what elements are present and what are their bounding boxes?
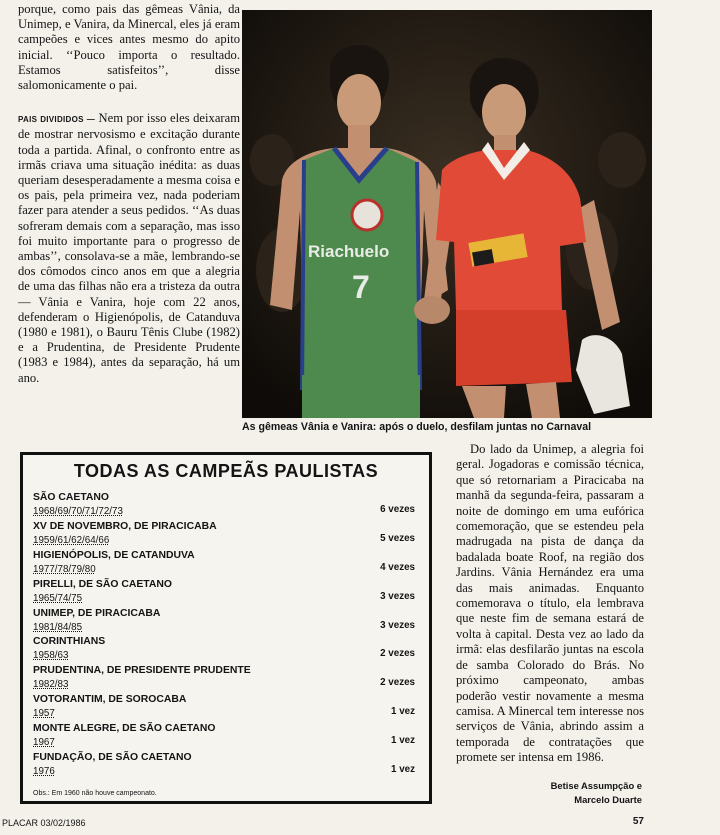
twins-photo (242, 10, 652, 418)
champion-years: 1968/69/70/71/72/73 (33, 506, 123, 517)
paragraph-pais-divididos (18, 111, 240, 386)
champion-name: HIGIENÓPOLIS, DE CATANDUVA (33, 549, 195, 561)
champions-note: Obs.: Em 1960 não houve campeonato. (33, 790, 157, 797)
photo-caption: As gêmeas Vânia e Vanira: após o duelo, desfilam juntas no Carnaval (242, 421, 592, 433)
footer-publication: PLACAR 03/02/1986 (2, 818, 86, 828)
champion-years: 1982/83 (33, 679, 69, 691)
champion-times: 1 vez (391, 764, 415, 776)
champion-row (33, 520, 417, 549)
paragraph-unimep: Do lado da Unimep, a alegria foi geral. Jogadoras e comissão técnica, que só retornariam a Piracicaba na manhã da segunda-feira, passaram a noite de domingo em uma eufórica comemoração, que se estendeu pela madrugada na pista de dança da badalada boate Roof, na região dos Jardins. Vânia Hernández era uma das mais animadas. Enquanto comemorava o título, ela lembrava que neste fim de semana estará de volta à capital. Desta vez ao lado da irmã: elas desfilarão juntas na escola de samba Colorado do Brás. No próximo campeonato, ambas poderão vestir novamente a mesma camisa. A Minercal tem interesse nos serviços de Vânia, abrindo assim a temporada de contratações que promete ser intensa em 1986. (456, 442, 644, 765)
champion-name: XV DE NOVEMBRO, DE PIRACICABA (33, 520, 217, 532)
champion-years: 1957 (33, 708, 55, 720)
champions-box-title: TODAS AS CAMPEÃS PAULISTAS (73, 461, 379, 481)
champion-name: PRUDENTINA, DE PRESIDENTE PRUDENTE (33, 665, 251, 677)
champion-times: 3 vezes (380, 590, 415, 602)
photo-illustration (242, 10, 652, 418)
champion-name: UNIMEP, DE PIRACICABA (33, 607, 161, 619)
player-right-shorts (456, 310, 572, 386)
paragraph-intro: porque, como pais das gêmeas Vânia, da Unimep, e Vanira, da Minercal, eles já eram campeões e vices antes mesmo do apito inicial. ‘‘Pouco importa o resultado. Estamos satisfeitos’’, disse salomonicamente o pai. (18, 2, 240, 93)
player-left-face (337, 74, 381, 130)
champion-times: 5 vezes (380, 532, 415, 544)
champion-times: 2 vezes (380, 677, 415, 689)
right-article-column (456, 442, 644, 766)
champion-name: MONTE ALEGRE, DE SÃO CAETANO (33, 723, 216, 735)
champion-years: 1981/84/85 (33, 621, 83, 633)
runin-heading: PAIS DIVIDIDOS — (18, 115, 95, 125)
champion-row (33, 693, 417, 722)
champion-row (33, 549, 417, 578)
champion-row (33, 635, 417, 664)
champion-name: SÃO CAETANO (33, 492, 110, 503)
champion-name: CORINTHIANS (33, 636, 106, 648)
champion-name: VOTORANTIM, DE SOROCABA (33, 694, 187, 706)
paragraph-body: Nem por isso eles deixaram de mostrar nervosismo e excitação durante toda a partida. Afinal, o confronto entre as irmãs criava uma situação inédita: as duas queriam desesperadamente a mesma coisa e os pais, pela primeira vez, nada poderiam fazer para atender a seus pedidos. ‘‘As duas sofreram demais com a separação, mas isso foi muito importante para o progresso de ambas’’, consolava-se a mãe, lembrando-se dos cômodos cinco anos em que a alegria de uma das filhas não era a tristeza da outra — Vânia e Vanira, hoje com 22 anos, defenderam o Higienópolis, de Catanduva (1980 e 1981), o Bauru Tênis Clube (1982) e a Prudentina, de Presidente Prudente (1983 e 1984), antes da separação, há um ano. (18, 111, 240, 385)
jersey-number: 7 (352, 269, 370, 305)
champion-row (33, 607, 417, 636)
champion-row (33, 491, 417, 520)
champions-list (33, 491, 417, 780)
champion-times: 2 vezes (380, 648, 415, 660)
champion-times: 1 vez (391, 706, 415, 718)
champion-row (33, 722, 417, 751)
champion-times: 3 vezes (380, 619, 415, 631)
clasped-hands (414, 296, 450, 324)
byline-author-1: Betise Assumpção e (550, 780, 642, 791)
page-number: 57 (632, 816, 644, 827)
champion-row (33, 578, 417, 607)
champion-row (33, 664, 417, 693)
champion-times: 6 vezes (380, 504, 415, 515)
champion-years: 1958/63 (33, 650, 69, 662)
left-article-column (18, 2, 240, 386)
champion-name: PIRELLI, DE SÃO CAETANO (33, 578, 172, 590)
champion-years: 1976 (33, 766, 55, 778)
champion-row (33, 751, 417, 780)
champions-box (20, 452, 432, 804)
jersey-badge-icon (352, 200, 382, 230)
champion-years: 1977/78/79/80 (33, 563, 96, 575)
player-right-face (482, 84, 526, 140)
byline (551, 779, 642, 806)
champion-name: FUNDAÇÃO, DE SÃO CAETANO (33, 752, 192, 764)
champion-times: 1 vez (391, 735, 415, 747)
byline-author-2: Marcelo Duarte (574, 793, 642, 805)
champion-years: 1967 (33, 737, 55, 749)
champion-years: 1965/74/75 (33, 592, 83, 604)
jersey-brand-text: Riachuelo (308, 242, 390, 261)
champion-times: 4 vezes (380, 561, 415, 573)
champion-years: 1959/61/62/64/66 (33, 534, 110, 546)
